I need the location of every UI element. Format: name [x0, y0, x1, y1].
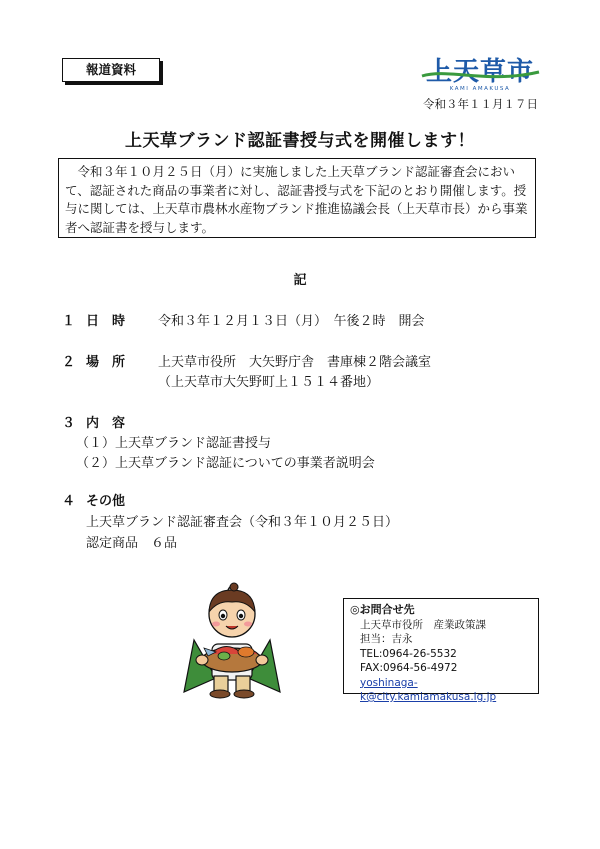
- section-2-text: 上天草市役所 大矢野庁舎 書庫棟２階会議室: [158, 355, 432, 370]
- intro-text: 令和３年１０月２５日（月）に実施しました上天草ブランド認証審査会において、認証された商品の事業者に対し、認証書授与式を下記のとおり開催します。授与に関しては、上天草市農林水産物ブランド推進協議会長（上天草市長）から事業者へ認証書を授与します。: [65, 164, 528, 235]
- city-logo: [418, 50, 543, 92]
- logo-text: 上天草市: [425, 57, 535, 87]
- section-3-label: 内 容: [86, 416, 126, 431]
- section-1-label: 日 時: [86, 314, 126, 329]
- section-3-item-1: （１）上天草ブランド認証書授与: [76, 436, 272, 451]
- section-3-number: ３: [62, 416, 76, 431]
- contact-email-link[interactable]: yoshinaga-k@city.kamiamakusa.lg.jp: [360, 676, 497, 703]
- contact-fax: FAX:0964-56-4972: [360, 662, 458, 674]
- contact-org: 上天草市役所 産業政策課: [360, 618, 486, 631]
- press-release-badge: 報道資料: [62, 58, 160, 82]
- mascot-illustration: [176, 582, 288, 700]
- contact-heading: ◎お問合せ先: [350, 603, 415, 616]
- release-date: 令和３年１１月１７日: [423, 97, 538, 111]
- section-1-number: １: [62, 314, 76, 329]
- section-3-item-2: （２）上天草ブランド認証についての事業者説明会: [76, 456, 375, 471]
- section-1-text: 令和３年１２月１３日（月） 午後２時 開会: [158, 314, 425, 329]
- section-4-line-2: 認定商品 ６品: [86, 536, 178, 551]
- contact-person: 担当：吉永: [360, 633, 413, 645]
- section-4-label: その他: [86, 494, 126, 509]
- contact-box: [343, 598, 539, 703]
- section-2-label: 場 所: [86, 355, 126, 370]
- page-title: 上天草ブランド認証書授与式を開催します！: [125, 131, 475, 151]
- section-4-number: ４: [62, 494, 76, 509]
- section-2-address: （上天草市大矢野町上１５１４番地）: [158, 375, 380, 390]
- contact-tel: TEL:0964-26-5532: [360, 647, 457, 660]
- ki-heading: 記: [293, 273, 307, 288]
- intro-box: [58, 158, 536, 238]
- logo-subtext: KAMI AMAKUSA: [449, 86, 511, 92]
- section-4-line-1: 上天草ブランド認証審査会（令和３年１０月２５日）: [86, 515, 399, 530]
- section-2-number: ２: [62, 355, 76, 370]
